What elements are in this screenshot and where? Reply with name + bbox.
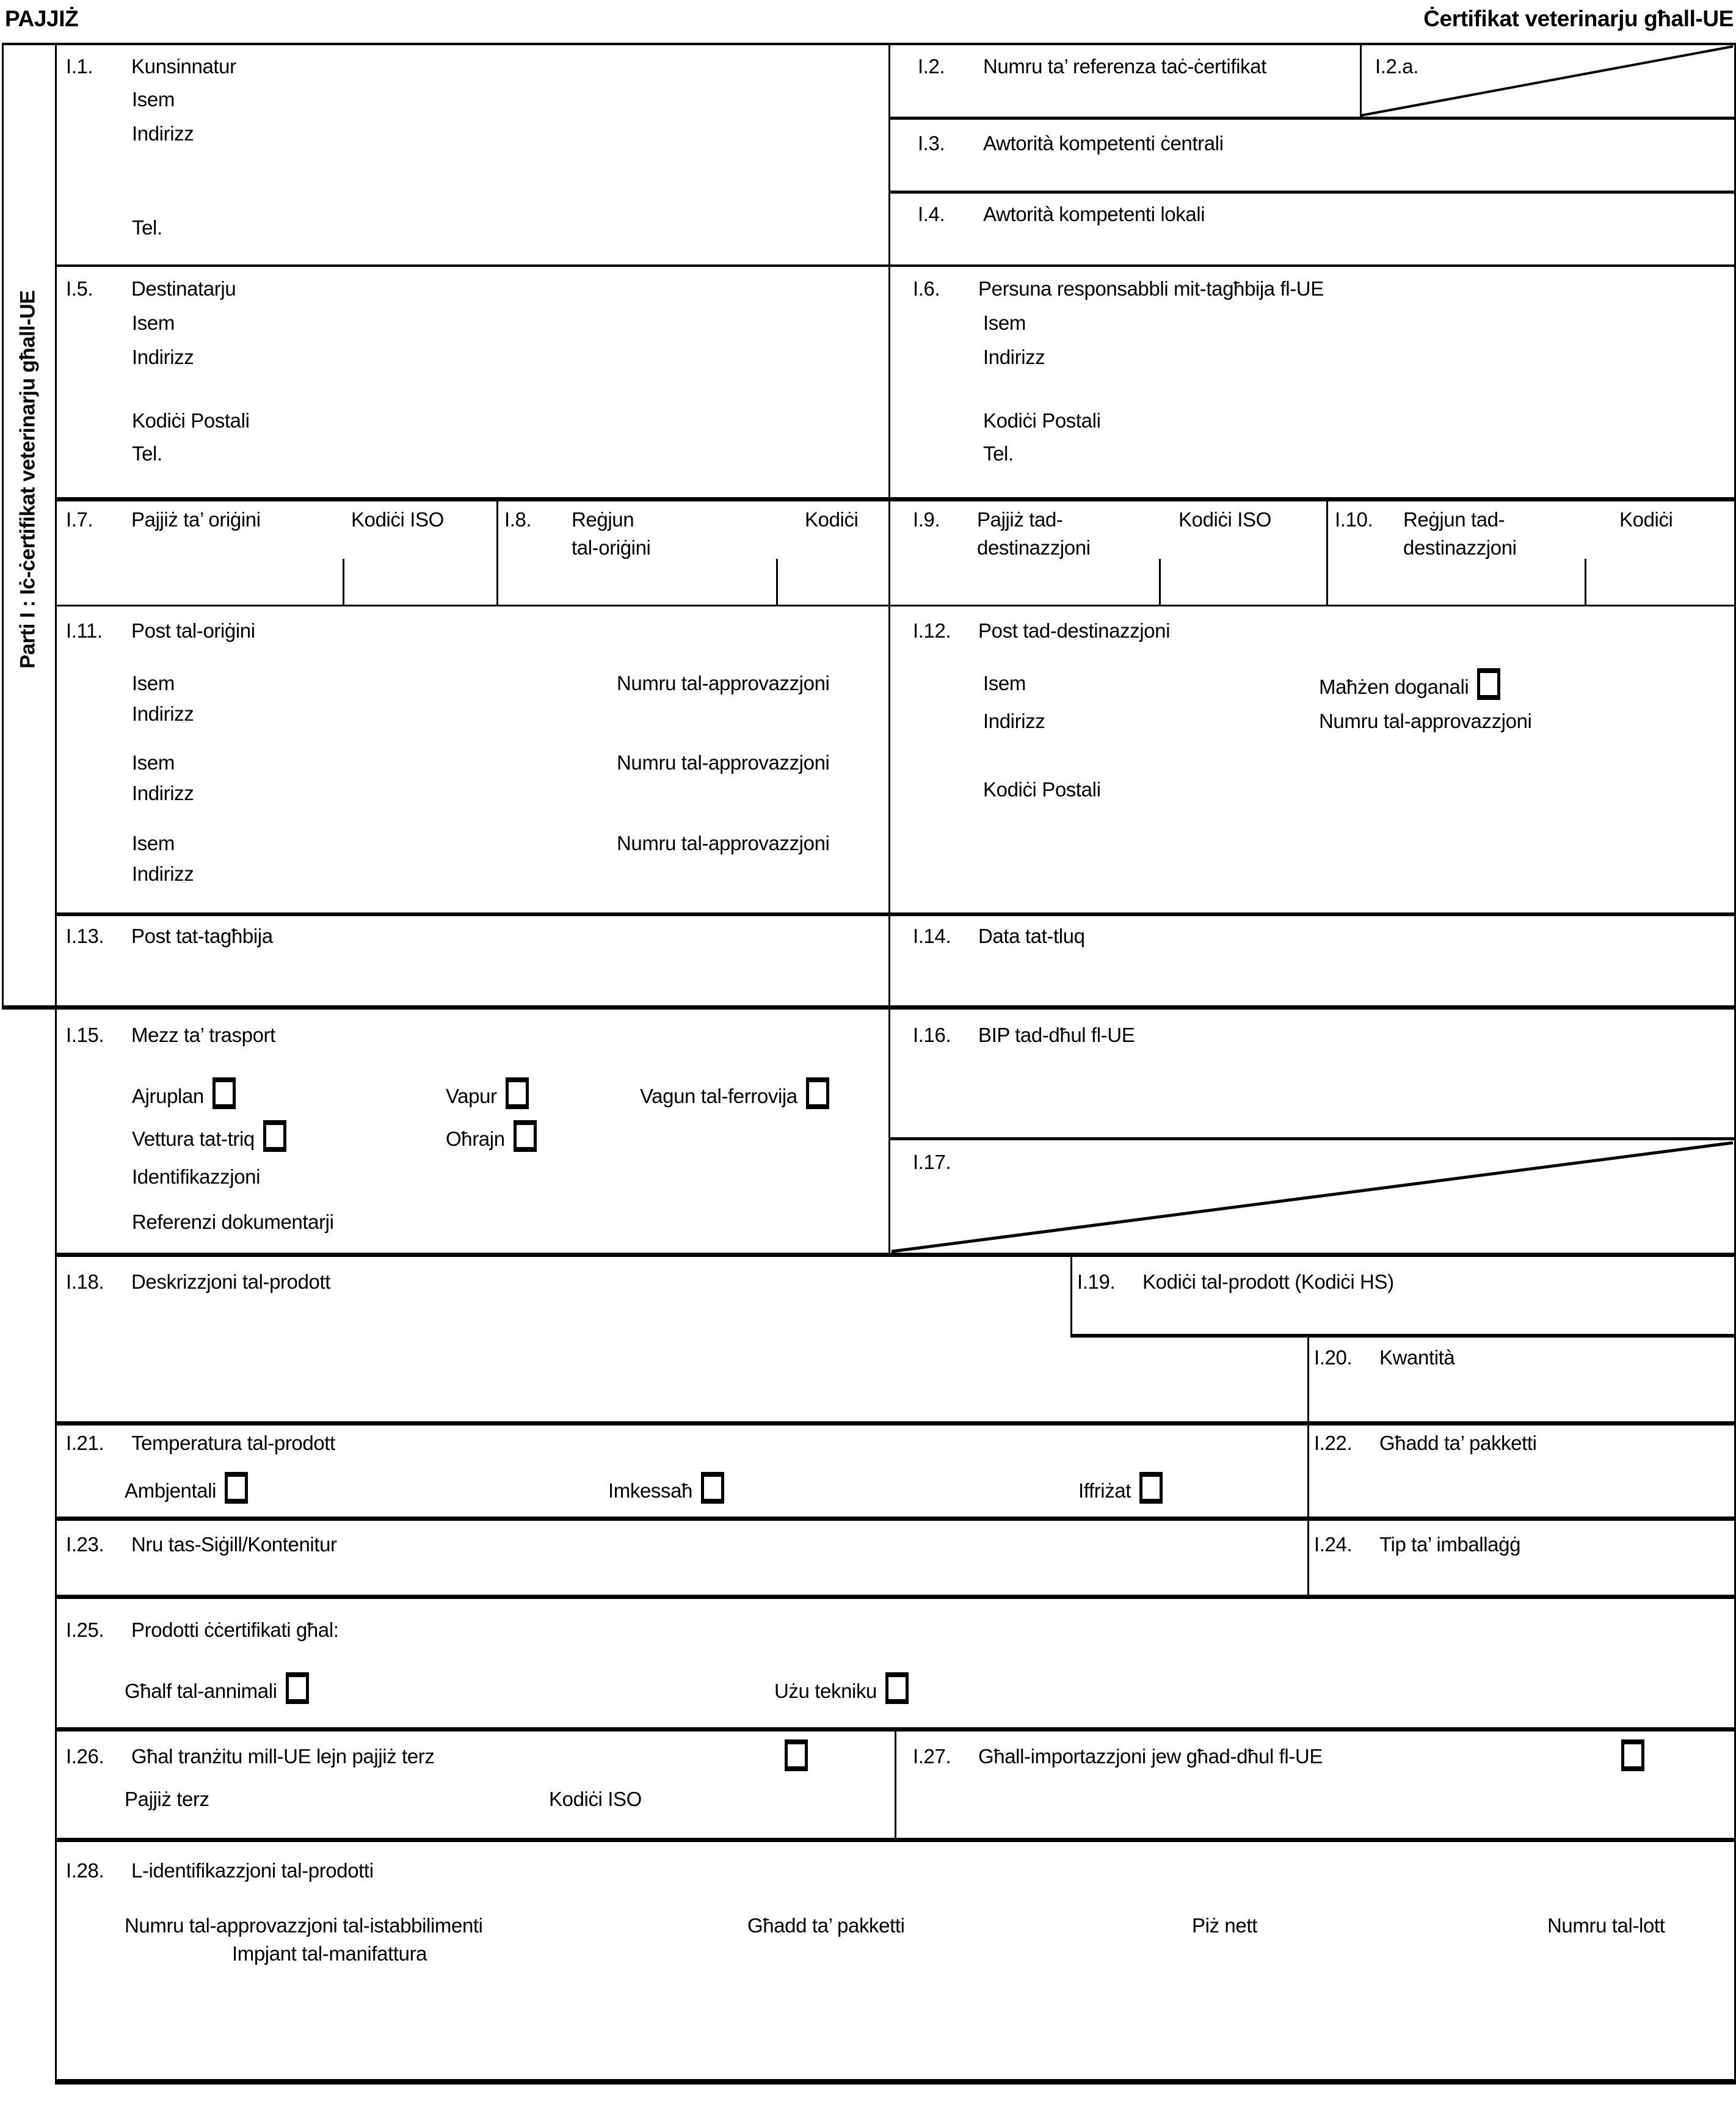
field-i1-title: I.1. Kunsinnatur [66, 55, 236, 78]
diagonal-strike-i17 [890, 1140, 1734, 1253]
field-i12-approval: Numru tal-approvazzjoni [1319, 710, 1532, 732]
option-uzu: Użu tekniku [774, 1672, 909, 1704]
field-i2a-label: I.2.a. [1375, 55, 1418, 78]
line-under-i18-i20 [55, 1421, 1734, 1426]
field-i20-title: I.20. Kwantità [1314, 1346, 1455, 1369]
field-i11-indirizz-3: Indirizz [132, 862, 194, 885]
field-i10-title1: Reġjun tad- [1403, 508, 1505, 531]
field-i11-isem-3: Isem [132, 832, 175, 854]
field-i5-indirizz: Indirizz [132, 346, 194, 368]
line-under-i19 [1070, 1334, 1734, 1338]
option-ambjentali: Ambjentali [125, 1472, 248, 1504]
field-i11-indirizz-2: Indirizz [132, 782, 194, 804]
line-under-i26-i27 [55, 1838, 1734, 1842]
field-i26-title: I.26. Għal tranżitu mill-UE lejn pajjiż terz [66, 1745, 435, 1768]
line-under-i15-i17 [55, 1253, 1734, 1257]
field-i19-title: I.19. Kodiċi tal-prodott (Kodiċi HS) [1077, 1270, 1394, 1293]
field-i26-iso: Kodiċi ISO [549, 1788, 642, 1810]
field-i1-indirizz: Indirizz [132, 122, 194, 145]
option-ajruplan: Ajruplan [132, 1077, 236, 1109]
option-vagun: Vagun tal-ferrovija [640, 1077, 829, 1109]
page-title-certificate: Ċertifikat veterinarju għall-UE [1423, 6, 1734, 31]
checkbox-ohrajn[interactable] [514, 1120, 537, 1152]
option-iffrizat: Iffriżat [1078, 1472, 1163, 1504]
line-under-i2 [888, 117, 1734, 120]
field-i6-tel: Tel. [983, 442, 1014, 465]
checkbox-mahzen-doganali[interactable] [1477, 668, 1500, 700]
checkbox-vettura[interactable] [263, 1120, 286, 1152]
option-vettura: Vettura tat-triq [132, 1120, 286, 1152]
field-i22-title: I.22. Għadd ta’ pakketti [1314, 1432, 1537, 1454]
field-i9-title1: Pajjiż tad- [977, 508, 1063, 531]
field-i6-isem: Isem [983, 311, 1026, 334]
divider-i21-i22 [1307, 1421, 1309, 1517]
line-under-i21-i22 [55, 1517, 1734, 1521]
checkbox-importazzjoni[interactable] [1621, 1739, 1644, 1771]
field-i15-ident: Identifikazzjoni [132, 1165, 261, 1188]
checkbox-vapur[interactable] [506, 1077, 529, 1109]
field-i17-label: I.17. [913, 1151, 951, 1173]
option-ghalf: Għalf tal-annimali [125, 1672, 309, 1704]
field-i1-isem: Isem [132, 88, 175, 111]
field-i28-col3: Piż nett [1192, 1914, 1257, 1937]
field-i14-title: I.14. Data tat-tluq [913, 925, 1085, 947]
option-ohrajn: Oħrajn [446, 1120, 537, 1152]
divider-i9-i10 [1326, 497, 1328, 605]
field-i4-title: I.4. Awtorità kompetenti lokali [918, 203, 1205, 225]
field-i28-col2: Għadd ta’ pakketti [747, 1914, 905, 1937]
checkbox-ghalf[interactable] [286, 1672, 309, 1704]
divider-i9-iso [1159, 559, 1161, 605]
line-under-i23-i24 [55, 1595, 1734, 1599]
field-i10-num: I.10. [1335, 508, 1373, 531]
field-i11-isem-2: Isem [132, 751, 175, 774]
field-i6-indirizz: Indirizz [983, 346, 1045, 368]
field-i5-tel: Tel. [132, 442, 162, 465]
option-vapur: Vapur [446, 1077, 529, 1109]
line-under-i11-i12 [55, 912, 1734, 916]
field-i12-kodici: Kodiċi Postali [983, 778, 1101, 801]
field-i1-tel: Tel. [132, 216, 162, 239]
checkbox-imkessah[interactable] [701, 1472, 724, 1504]
field-i16-title: I.16. BIP tad-dħul fl-UE [913, 1024, 1135, 1046]
page-title-country: PAJJIŻ [5, 6, 79, 31]
checkbox-tranzitu[interactable] [785, 1739, 808, 1771]
field-i11-title: I.11. Post tal-oriġini [66, 619, 255, 642]
field-i27-title: I.27. Għall-importazzjoni jew għad-dħul fl-UE [913, 1745, 1323, 1768]
checkbox-iffrizat[interactable] [1139, 1472, 1163, 1504]
line-under-i13-i14 [2, 1005, 1734, 1010]
field-i15-title: I.15. Mezz ta’ trasport [66, 1024, 275, 1046]
divider-i7-i8 [496, 497, 498, 605]
field-i12-isem: Isem [983, 672, 1026, 694]
field-i23-title: I.23. Nru tas-Siġill/Kontenitur [66, 1533, 337, 1556]
form-left-border [55, 43, 57, 2085]
sidebar-part-label: Parti I : Iċ-ċertifikat veterinarju għall-UE [16, 290, 40, 669]
field-i8-num: I.8. [504, 508, 532, 531]
field-i8-title1: Reġjun [572, 508, 634, 531]
line-under-i1-i4 [55, 264, 1734, 267]
divider-i10-code [1585, 559, 1586, 605]
field-i9-title2: destinazzjoni [977, 536, 1091, 559]
divider-i26-i27 [895, 1727, 896, 1838]
field-i24-title: I.24. Tip ta’ imballaġġ [1314, 1533, 1521, 1556]
checkbox-ajruplan[interactable] [212, 1077, 236, 1109]
field-i11-indirizz-1: Indirizz [132, 702, 194, 725]
field-i26-pajjiz: Pajjiż terz [125, 1788, 209, 1810]
checkbox-uzu-tekniku[interactable] [885, 1672, 909, 1704]
field-i6-title: I.6. Persuna responsabbli mit-tagħbija fl-UE [913, 277, 1324, 300]
field-i13-title: I.13. Post tat-tagħbija [66, 925, 273, 947]
divider-i23-i24 [1307, 1517, 1309, 1595]
field-i6-kodici: Kodiċi Postali [983, 409, 1101, 432]
field-i11-approval-3: Numru tal-approvazzjoni [617, 832, 830, 854]
field-i25-title: I.25. Prodotti ċċertifikati għal: [66, 1619, 339, 1641]
field-i28-col4: Numru tal-lott [1547, 1914, 1665, 1937]
field-i11-approval-2: Numru tal-approvazzjoni [617, 751, 830, 774]
line-under-i5-i6 [55, 497, 1734, 501]
field-i10-code: Kodiċi [1619, 508, 1673, 531]
field-i11-isem-1: Isem [132, 672, 175, 694]
field-i28-col1b: Impjant tal-manifattura [232, 1942, 427, 1965]
divider-i18-i19 [1070, 1253, 1072, 1334]
divider-i8-code [776, 559, 778, 605]
field-i28-col1a: Numru tal-approvazzjoni tal-istabbilimenti [125, 1914, 483, 1937]
sidebar-left-border [2, 43, 4, 1010]
center-divider [888, 43, 890, 1253]
field-i8-title2: tal-oriġini [572, 536, 651, 559]
field-i21-title: I.21. Temperatura tal-prodott [66, 1432, 335, 1454]
field-i8-code: Kodiċi [805, 508, 859, 531]
option-i12-mahzen: Maħżen doganali [1319, 668, 1500, 700]
divider-i18-i20 [1307, 1334, 1309, 1421]
line-under-i7-i10 [55, 605, 1734, 606]
line-under-i3 [888, 191, 1734, 194]
field-i3-title: I.3. Awtorità kompetenti ċentrali [918, 132, 1224, 155]
field-i5-isem: Isem [132, 311, 175, 334]
field-i11-approval-1: Numru tal-approvazzjoni [617, 672, 830, 694]
checkbox-vagun[interactable] [806, 1077, 829, 1109]
field-i10-title2: destinazzjoni [1403, 536, 1517, 559]
field-i9-num: I.9. [913, 508, 940, 531]
field-i5-title: I.5. Destinatarju [66, 277, 236, 300]
checkbox-ambjentali[interactable] [225, 1472, 248, 1504]
divider-i7-iso [343, 559, 344, 605]
field-i12-indirizz: Indirizz [983, 710, 1045, 732]
field-i2-title: I.2. Numru ta’ referenza taċ-ċertifikat [918, 55, 1266, 78]
field-i9-iso: Kodiċi ISO [1179, 508, 1271, 531]
field-i15-refs: Referenzi dokumentarji [132, 1211, 334, 1233]
field-i28-title: I.28. L-identifikazzjoni tal-prodotti [66, 1859, 374, 1882]
option-imkessah: Imkessaħ [608, 1472, 724, 1504]
field-i18-title: I.18. Deskrizzjoni tal-prodott [66, 1270, 331, 1293]
field-i7-title: I.7. Pajjiż ta’ oriġini [66, 508, 261, 531]
field-i7-iso: Kodiċi ISO [351, 508, 444, 531]
field-i5-kodici: Kodiċi Postali [132, 409, 250, 432]
field-i12-title: I.12. Post tad-destinazzjoni [913, 619, 1171, 642]
border-bottom [55, 2079, 1736, 2085]
